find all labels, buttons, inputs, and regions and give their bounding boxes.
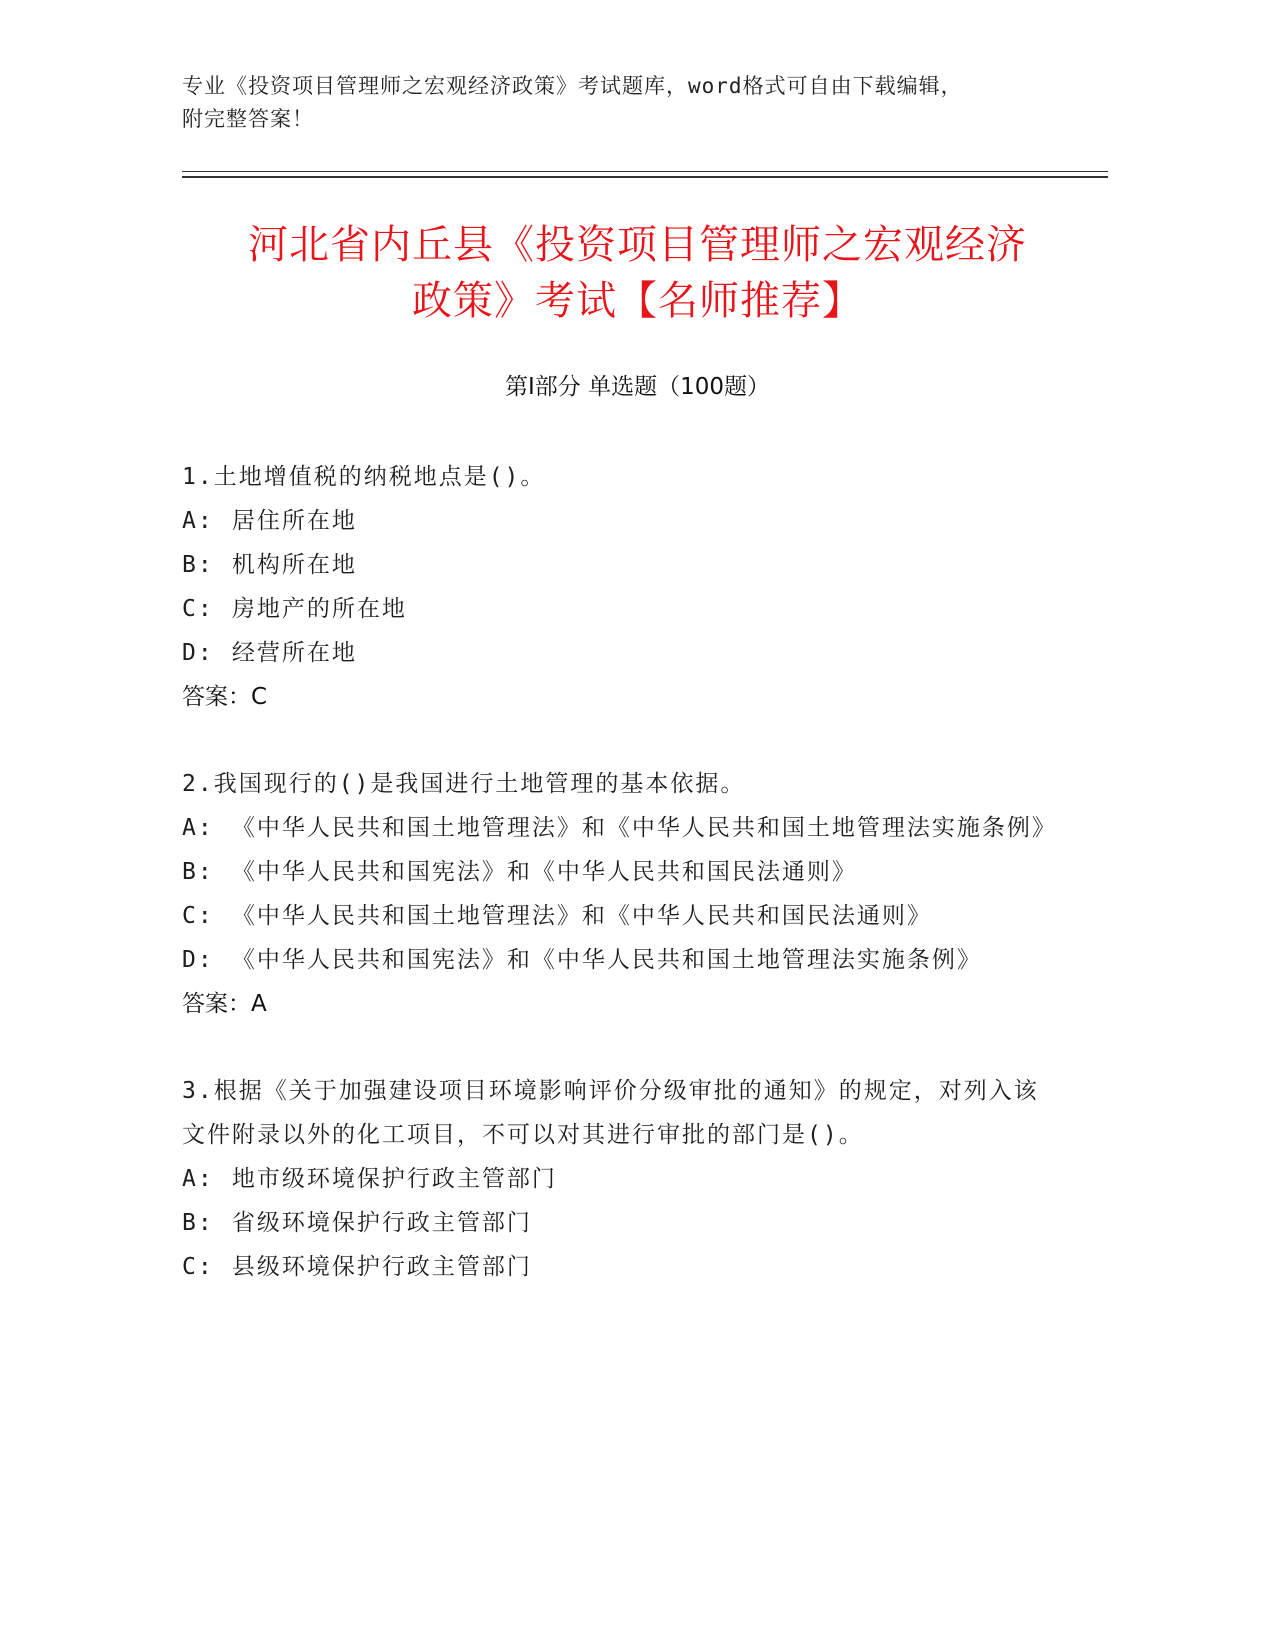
option-separator: : bbox=[197, 815, 214, 841]
option-text: 居住所在地 bbox=[231, 508, 357, 534]
option-separator: : bbox=[197, 596, 214, 622]
option-text: 省级环境保护行政主管部门 bbox=[231, 1210, 532, 1236]
header-note-line-1: 专业《投资项目管理师之宏观经济政策》考试题库，word格式可自由下载编辑， bbox=[182, 74, 963, 98]
question-stem: 1.土地增值税的纳税地点是()。 bbox=[182, 464, 546, 490]
option-d bbox=[182, 938, 1062, 982]
option-separator: : bbox=[197, 1166, 214, 1192]
option-c bbox=[182, 894, 1062, 938]
option-text: 《中华人民共和国土地管理法》和《中华人民共和国民法通则》 bbox=[231, 903, 932, 929]
option-b bbox=[182, 543, 1062, 587]
option-b bbox=[182, 1201, 1062, 1245]
header-note bbox=[182, 70, 1062, 136]
document-title-line-1: 河北省内丘县《投资项目管理师之宏观经济 bbox=[248, 222, 1027, 268]
answer: 答案：C bbox=[182, 684, 268, 710]
option-separator: : bbox=[197, 640, 214, 666]
option-letter: C bbox=[182, 1254, 198, 1280]
option-letter: B bbox=[182, 552, 198, 578]
option-separator: : bbox=[197, 508, 214, 534]
question-1 bbox=[182, 455, 1062, 719]
option-a bbox=[182, 806, 1062, 850]
answer: 答案：A bbox=[182, 991, 267, 1017]
option-a bbox=[182, 499, 1062, 543]
option-separator: : bbox=[197, 947, 214, 973]
option-text: 《中华人民共和国宪法》和《中华人民共和国民法通则》 bbox=[231, 859, 857, 885]
option-letter: D bbox=[182, 640, 198, 666]
question-stem: 2.我国现行的()是我国进行土地管理的基本依据。 bbox=[182, 771, 746, 797]
option-letter: B bbox=[182, 859, 198, 885]
option-a bbox=[182, 1157, 1062, 1201]
option-text: 《中华人民共和国宪法》和《中华人民共和国土地管理法实施条例》 bbox=[231, 947, 982, 973]
option-separator: : bbox=[197, 1254, 214, 1280]
option-letter: A bbox=[182, 508, 198, 534]
option-separator: : bbox=[197, 552, 214, 578]
option-letter: A bbox=[182, 1166, 198, 1192]
option-b bbox=[182, 850, 1062, 894]
option-separator: : bbox=[197, 903, 214, 929]
question-stem: 3.根据《关于加强建设项目环境影响评价分级审批的通知》的规定，对列入该文件附录以外的化工项目，不可以对其进行审批的部门是()。 bbox=[182, 1078, 1039, 1148]
option-text: 地市级环境保护行政主管部门 bbox=[231, 1166, 557, 1192]
header-note-line-2: 附完整答案！ bbox=[182, 107, 314, 131]
option-text: 机构所在地 bbox=[231, 552, 357, 578]
question-3 bbox=[182, 1069, 1062, 1289]
header-divider-thick bbox=[182, 176, 1108, 178]
option-c bbox=[182, 1245, 1062, 1289]
option-text: 房地产的所在地 bbox=[231, 596, 407, 622]
question-list bbox=[182, 455, 1062, 1332]
header-divider-thin bbox=[182, 171, 1108, 172]
option-letter: B bbox=[182, 1210, 198, 1236]
document-title bbox=[150, 217, 1125, 329]
option-letter: C bbox=[182, 903, 198, 929]
option-text: 《中华人民共和国土地管理法》和《中华人民共和国土地管理法实施条例》 bbox=[231, 815, 1057, 841]
option-separator: : bbox=[197, 1210, 214, 1236]
option-letter: A bbox=[182, 815, 198, 841]
option-c bbox=[182, 587, 1062, 631]
option-text: 经营所在地 bbox=[231, 640, 357, 666]
option-letter: D bbox=[182, 947, 198, 973]
option-d bbox=[182, 631, 1062, 675]
section-title: 第Ⅰ部分 单选题（100题） bbox=[505, 374, 770, 400]
document-title-line-2: 政策》考试【名师推荐】 bbox=[412, 278, 863, 324]
question-2 bbox=[182, 762, 1062, 1026]
option-letter: C bbox=[182, 596, 198, 622]
option-separator: : bbox=[197, 859, 214, 885]
option-text: 县级环境保护行政主管部门 bbox=[231, 1254, 532, 1280]
